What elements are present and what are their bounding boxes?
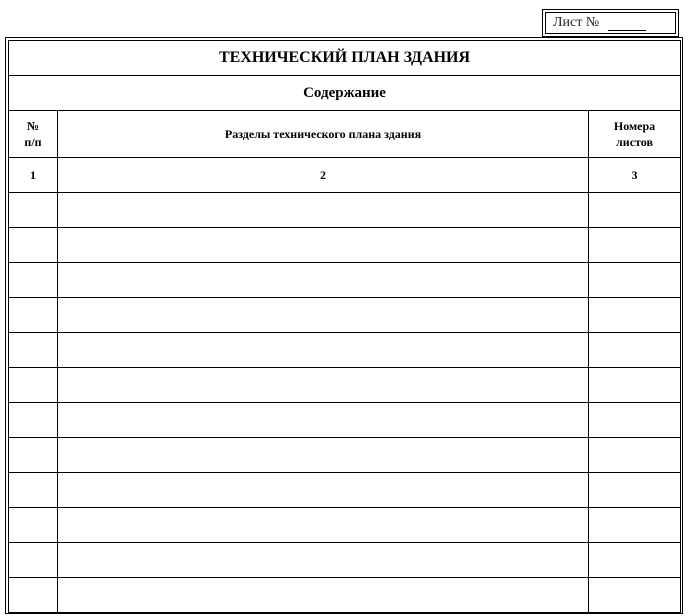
sheet-number-field[interactable] [608,16,646,31]
cell-sheet-numbers[interactable] [589,578,681,613]
header-sections: Разделы технического плана здания [58,111,589,158]
cell-sheet-numbers[interactable] [589,228,681,263]
cell-number[interactable] [9,578,58,613]
table-row [9,193,681,228]
table-row [9,473,681,508]
cell-section[interactable] [58,578,589,613]
table-row [9,263,681,298]
header-sheet-numbers-line2: листов [616,135,653,149]
table-row [9,578,681,613]
cell-number[interactable] [9,193,58,228]
cell-number[interactable] [9,438,58,473]
contents-table [8,40,681,613]
cell-section[interactable] [58,473,589,508]
column-number-3: 3 [589,158,681,193]
cell-sheet-numbers[interactable] [589,473,681,508]
cell-number[interactable] [9,508,58,543]
cell-sheet-numbers[interactable] [589,403,681,438]
cell-number[interactable] [9,228,58,263]
cell-number[interactable] [9,473,58,508]
header-number-line1: № [26,119,40,133]
sheet-number-box [542,9,679,37]
cell-section[interactable] [58,543,589,578]
cell-section[interactable] [58,438,589,473]
cell-section[interactable] [58,228,589,263]
table-row [9,438,681,473]
cell-number[interactable] [9,333,58,368]
header-number-line2: п/п [24,135,42,149]
cell-section[interactable] [58,508,589,543]
cell-sheet-numbers[interactable] [589,508,681,543]
document-title: ТЕХНИЧЕСКИЙ ПЛАН ЗДАНИЯ [9,41,681,76]
document-frame [5,37,683,614]
cell-section[interactable] [58,333,589,368]
cell-section[interactable] [58,403,589,438]
cell-section[interactable] [58,263,589,298]
column-number-2: 2 [58,158,589,193]
document-subtitle: Содержание [9,76,681,111]
sheet-number-inner [545,12,676,34]
cell-sheet-numbers[interactable] [589,263,681,298]
cell-section[interactable] [58,368,589,403]
table-row [9,228,681,263]
table-row [9,543,681,578]
table-row [9,298,681,333]
table-row [9,368,681,403]
sheet-number-label: Лист № [553,15,600,30]
cell-sheet-numbers[interactable] [589,543,681,578]
column-number-row [9,158,681,193]
cell-number[interactable] [9,298,58,333]
table-row [9,403,681,438]
cell-sheet-numbers[interactable] [589,298,681,333]
column-number-1: 1 [9,158,58,193]
cell-section[interactable] [58,193,589,228]
cell-number[interactable] [9,543,58,578]
cell-number[interactable] [9,368,58,403]
header-row [9,111,681,158]
cell-number[interactable] [9,263,58,298]
header-number [9,111,58,158]
cell-number[interactable] [9,403,58,438]
cell-sheet-numbers[interactable] [589,438,681,473]
header-sheet-numbers [589,111,681,158]
header-sheet-numbers-line1: Номера [613,119,656,133]
cell-sheet-numbers[interactable] [589,368,681,403]
table-row [9,508,681,543]
cell-sheet-numbers[interactable] [589,193,681,228]
cell-sheet-numbers[interactable] [589,333,681,368]
cell-section[interactable] [58,298,589,333]
table-row [9,333,681,368]
